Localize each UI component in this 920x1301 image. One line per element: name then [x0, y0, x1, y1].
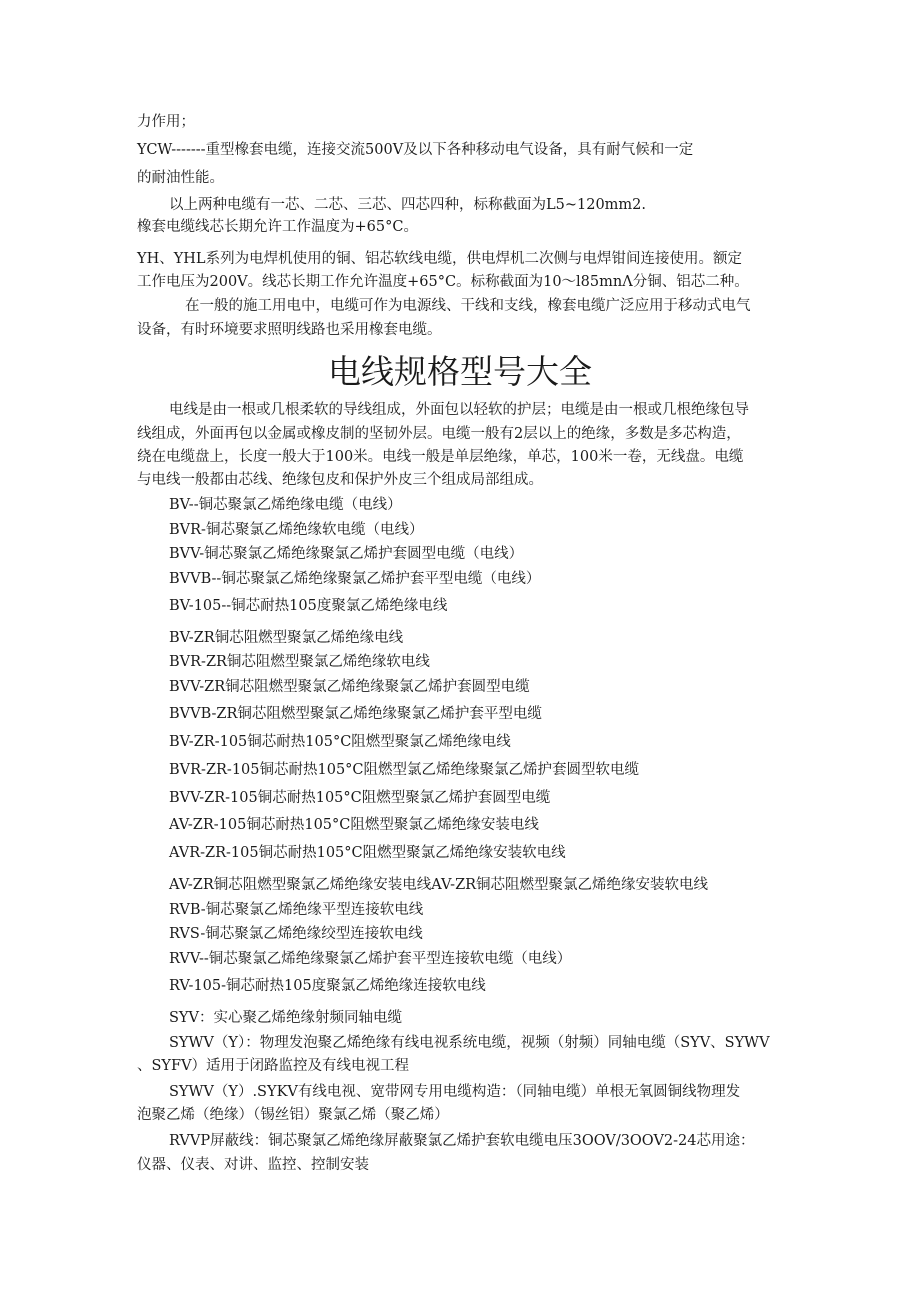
text-line: 的耐油性能。 [137, 170, 224, 186]
list-item: AVR-ZR-105铜芯耐热105°C阻燃型聚氯乙烯绝缘安装软电线 [169, 845, 566, 861]
list-item: RVB-铜芯聚氯乙烯绝缘平型连接软电线 [169, 902, 424, 918]
list-item: SYV：实心聚乙烯绝缘射频同轴电缆 [169, 1010, 402, 1026]
text-line: 以上两种电缆有一芯、二芯、三芯、四芯四种，标称截面为L5~120mm2. [169, 197, 647, 213]
list-item: BVR-铜芯聚氯乙烯绝缘软电缆（电线） [169, 522, 424, 538]
text-line: 橡套电缆线芯长期允许工作温度为+65°C。 [137, 219, 418, 235]
list-item: SYWV（Y）.SYKV有线电视、宽带网专用电缆构造：（同轴电缆）单根无氧圆铜线物理发 [169, 1084, 741, 1100]
list-item: BV-ZR-105铜芯耐热105°C阻燃型聚氯乙烯绝缘电线 [169, 734, 511, 750]
list-item: 、SYFV）适用于闭路监控及有线电视工程 [137, 1058, 410, 1074]
text-line: 设备，有时环境要求照明线路也采用橡套电缆。 [137, 322, 442, 338]
list-item: AV-ZR铜芯阻燃型聚氯乙烯绝缘安装电线AV-ZR铜芯阻燃型聚氯乙烯绝缘安装软电线 [169, 877, 709, 893]
list-item: BV-105--铜芯耐热105度聚氯乙烯绝缘电线 [169, 598, 448, 614]
list-item: BVV-ZR铜芯阻燃型聚氯乙烯绝缘聚氯乙烯护套圆型电缆 [169, 679, 530, 695]
list-item: BVVB--铜芯聚氯乙烯绝缘聚氯乙烯护套平型电缆（电线） [169, 571, 541, 587]
list-item: AV-ZR-105铜芯耐热105°C阻燃型聚氯乙烯绝缘安装电线 [169, 817, 539, 833]
list-item: BV--铜芯聚氯乙烯绝缘电缆（电线） [169, 497, 402, 513]
paragraph-line: 绕在电缆盘上，长度一般大于100米。电线一般是单层绝缘，单芯，100米一卷，无线盘。电缆 [137, 449, 744, 465]
list-item: BVVB-ZR铜芯阻燃型聚氯乙烯绝缘聚氯乙烯护套平型电缆 [169, 706, 542, 722]
list-item: BVV-ZR-105铜芯耐热105°C阻燃型聚氯乙烯护套圆型电缆 [169, 790, 551, 806]
list-item: RV-105-铜芯耐热105度聚氯乙烯绝缘连接软电线 [169, 978, 486, 994]
text-line: 力作用； [137, 114, 195, 130]
list-item: BVR-ZR铜芯阻燃型聚氯乙烯绝缘软电线 [169, 654, 430, 670]
list-item: SYWV（Y）：物理发泡聚乙烯绝缘有线电视系统电缆，视频（射频）同轴电缆（SYV、SYWV [169, 1035, 770, 1051]
paragraph-line: 电线是由一根或几根柔软的导线组成，外面包以轻软的护层；电缆是由一根或几根绝缘包导 [169, 402, 749, 418]
text-line: 工作电压为200V。线芯长期工作允许温度+65°C。标称截面为10～l85mnΛ分铜、铝芯二种。 [137, 274, 749, 290]
paragraph-line: 与电线一般都由芯线、绝缘包皮和保护外皮三个组成局部组成。 [137, 472, 543, 488]
list-item: 泡聚乙烯（绝缘）（锡丝铝）聚氯乙烯（聚乙烯） [137, 1107, 449, 1123]
list-item: RVVP屏蔽线：铜芯聚氯乙烯绝缘屏蔽聚氯乙烯护套软电缆电压3OOV/3OOV2-24芯用途： [169, 1133, 755, 1149]
list-item: BVV-铜芯聚氯乙烯绝缘聚氯乙烯护套圆型电缆（电线） [169, 546, 524, 562]
text-line: 在一般的施工用电中，电缆可作为电源线、干线和支线，橡套电缆广泛应用于移动式电气 [185, 298, 751, 314]
text-line: YCW-------重型橡套电缆，连接交流500V及以下各种移动电气设备，具有耐气候和一定 [137, 142, 694, 158]
list-item: BVR-ZR-105铜芯耐热105°C阻燃型氯乙烯绝缘聚氯乙烯护套圆型软电缆 [169, 762, 640, 778]
paragraph-line: 线组成，外面再包以金属或橡皮制的坚韧外层。电缆一般有2层以上的绝缘，多数是多芯构造， [137, 426, 741, 442]
list-item: 仪器、仪表、对讲、监控、控制安装 [137, 1157, 369, 1173]
page-title: 电线规格型号大全 [328, 352, 592, 391]
list-item: RVS-铜芯聚氯乙烯绝缘绞型连接软电线 [169, 926, 423, 942]
text-line: YH、YHL系列为电焊机使用的铜、铝芯软线电缆，供电焊机二次侧与电焊钳间连接使用。额定 [137, 251, 743, 267]
list-item: BV-ZR铜芯阻燃型聚氯乙烯绝缘电线 [169, 630, 404, 646]
list-item: RVV--铜芯聚氯乙烯绝缘聚氯乙烯护套平型连接软电缆（电线） [169, 951, 572, 967]
